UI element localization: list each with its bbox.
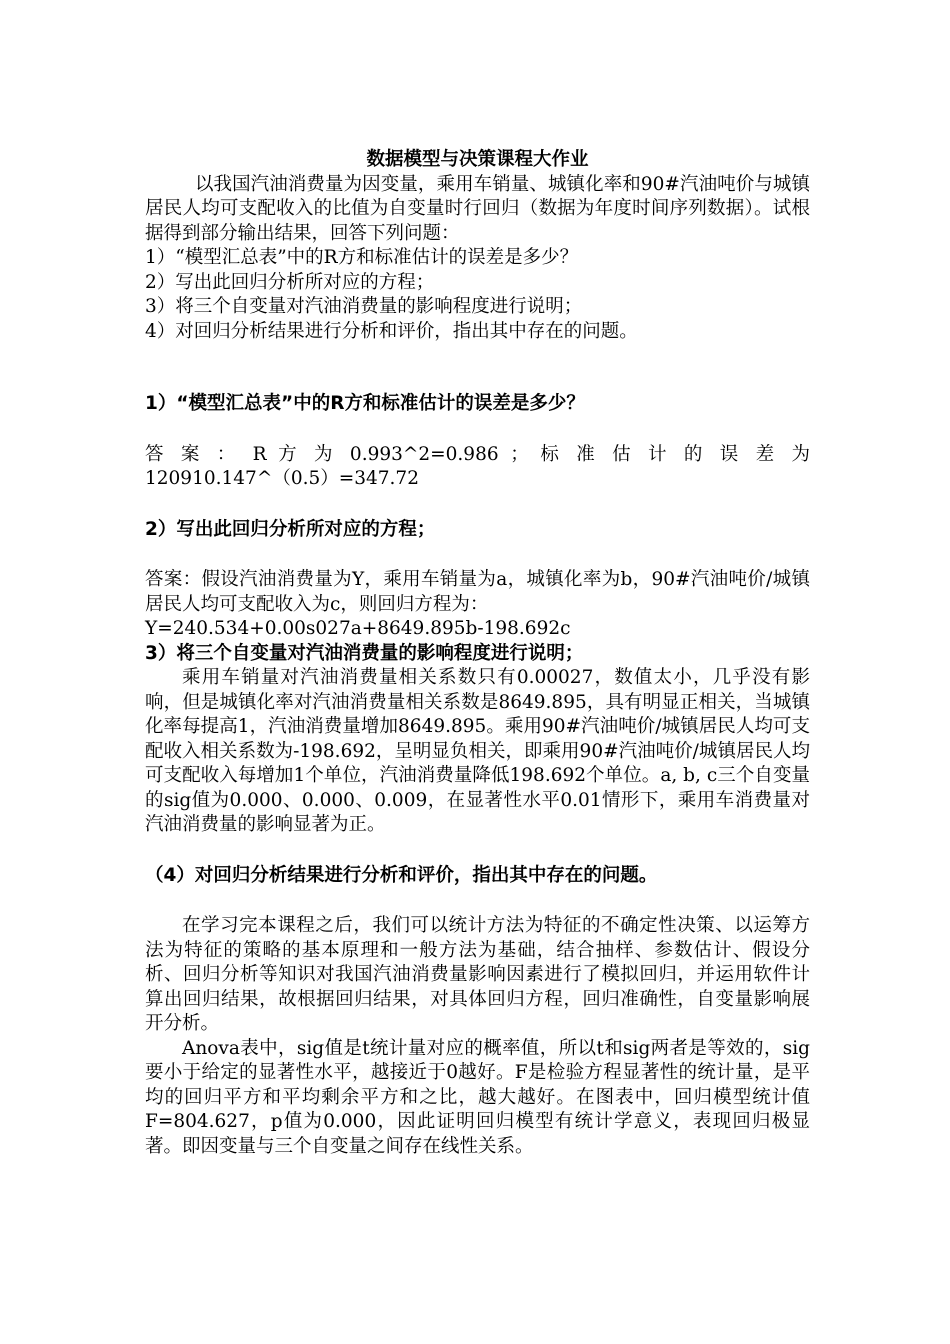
section-1-heading: 1）“模型汇总表”中的R方和标准估计的误差是多少？: [145, 393, 585, 414]
question-2: 2）写出此回归分析所对应的方程；: [145, 271, 435, 293]
question-1: 1）“模型汇总表”中的R方和标准估计的误差是多少？: [145, 247, 579, 268]
document-title: 数据模型与决策课程大作业: [366, 149, 589, 170]
regression-equation: Y=240.534+0.00s027a+8649.895b-198.692c: [145, 618, 571, 639]
question-3: 3）将三个自变量对汽油消费量的影响程度进行说明；: [145, 296, 583, 317]
spacer: [145, 838, 810, 864]
section-1-answer-line-1: 答 案 ： R 方 为 0.993^2=0.986 ； 标 准 估 计 的 误 差 为: [145, 443, 810, 465]
spacer: [145, 417, 810, 443]
intro-paragraph: 以我国汽油消费量为因变量，乘用车销量、城镇化率和90#汽油吨价与城镇居民人均可支配收入的比值为自变量时行回归（数据为年度时间序列数据）。试根据得到部分输出结果，回答下列问题：: [145, 173, 810, 244]
section-2-answer: 答案：假设汽油消费量为Y，乘用车销量为a，城镇化率为b，90#汽油吨价/城镇居民人均可支配收入为c，则回归方程为：: [145, 569, 810, 615]
section-1-answer-line-2: 120910.147^（0.5）=347.72: [145, 468, 419, 489]
section-4-paragraph-1: 在学习完本课程之后，我们可以统计方法为特征的不确定性决策、以运筹方法为特征的策略的基本原理和一般方法为基础，结合抽样、参数估计、假设分析、回归分析等知识对我国汽油消费量影响因素进行了模拟回归，并运用软件计算出回归结果，故根据回归结果，对具体回归方程，回归准确性，自变量影响展开分析。: [145, 915, 810, 1034]
section-2-heading: 2）写出此回归分析所对应的方程；: [145, 518, 436, 540]
spacer: [145, 888, 810, 914]
spacer: [145, 344, 810, 392]
section-4-paragraph-2: Anova表中，sig值是t统计量对应的概率值，所以t和sig两者是等效的，sig要小于给定的显著性水平，越接近于0越好。F是检验方程显著性的统计量，是平均的回归平方和平均剩余平方和之比，越大越好。在图表中，回归模型统计值F=804.627，p值为0.000，因此证明回归模型有统计学意义，表现回归极显著。即因变量与三个自变量之间存在线性关系。: [145, 1037, 810, 1157]
spacer: [145, 542, 810, 568]
section-4-heading: （4）对回归分析结果进行分析和评价，指出其中存在的问题。: [145, 864, 658, 886]
section-3-heading: 3）将三个自变量对汽油消费量的影响程度进行说明；: [145, 642, 584, 664]
document-page: [145, 148, 810, 1159]
spacer: [145, 492, 810, 518]
section-3-body: 乘用车销量对汽油消费量相关系数只有0.00027，数值太小，几乎没有影响，但是城镇化率对汽油消费量相关系数是8649.895，具有明显正相关，当城镇化率每提高1，汽油消费量增加8649.895。乘用90#汽油吨价/城镇居民人均可支配收入相关系数为-198.692，呈明显负相关，即乘用90#汽油吨价/城镇居民人均可支配收入每增加1个单位，汽油消费量降低198.692个单位。a, b, c三个自变量的sig值为0.000、0.000、0.009，在显著性水平0.01情形下，乘用车消费量对汽油消费量的影响显著为正。: [145, 667, 810, 835]
question-4: 4）对回归分析结果进行分析和评价，指出其中存在的问题。: [145, 320, 638, 342]
